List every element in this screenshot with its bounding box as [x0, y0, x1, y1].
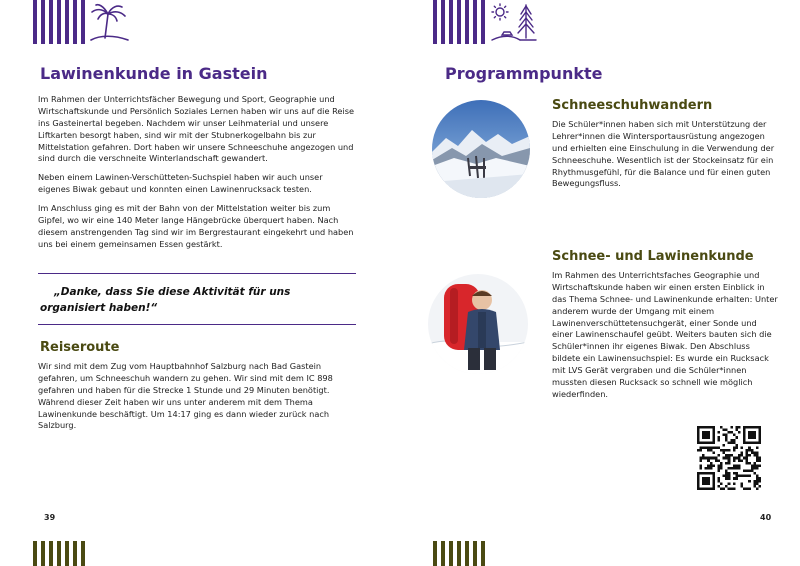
header-stripes: [433, 0, 485, 44]
section2-text: Im Rahmen des Unterrichtsfaches Geographie und Wirtschaftskunde haben wir einen ersten Einblick in das Thema Schnee- und Lawinenkunde erhalten: Unter anderem wurde der Umgang mit einem Lawinenverschüttetensuchgerät, einer Sonde und einer Lawinenschaufel geübt. Weiters bauten sich die Schüler*innen ihr eigenes Biwak. Den Abschluss bildete ein Lawinensuchspiel: Es wurde ein Rucksack mit LVS Gerät vergraben und die Schüler*innen mussten diesen Rucksack so schnell wie möglich wiederfinden.: [552, 270, 778, 399]
paragraph-1: Im Rahmen der Unterrichtsfächer Bewegung und Sport, Geographie und Wirtschaftskunde und Persönlich Soziales Lernen haben wir uns auf die Reise ins Gasteinertal begeben. Nachdem wir unser Leihmaterial und unsere Liftkarten besorgt haben, sind wir mit der Stubnerkogelbahn bis zur Mittelstation gefahren. Dort haben wir unsere Schneeschuhe angezogen und sind durch die verschneite Winterlandschaft gewandert.: [38, 94, 355, 164]
right-page: [400, 0, 800, 566]
quote-rule-top: [38, 273, 356, 274]
footer-stripes: [33, 541, 85, 566]
quote-rule-bottom: [38, 324, 356, 325]
palm-tree-icon: [88, 2, 130, 44]
header-stripes: [33, 0, 85, 44]
route-text: Wir sind mit dem Zug vom Hauptbahnhof Salzburg nach Bad Gastein gefahren, um Schneeschuh wandern zu gehen. Wir sind mit dem IC 898 gefahren und haben für die Strecke 1 Stunde und 29 Minuten benötigt. Während dieser Zeit haben wir uns unter anderem mit dem Thema Lawinenkunde beschäftigt. Um 14:17 ging es dann wieder zurück nach Salzburg.: [38, 361, 333, 431]
quote-text: „Danke, dass Sie diese Aktivität für uns organisiert haben!“: [40, 286, 291, 315]
paragraph-3: Im Anschluss ging es mit der Bahn von der Mittelstation weiter bis zum Gipfel, wo wir eine 140 Meter lange Hängebrücke überquert haben. Nach diesem anstrengenden Tag sind wir im Bergrestaurant eingekehrt und haben uns bei einem gemeinsamen Essen gestärkt.: [38, 203, 354, 249]
winter-landscape-icon: [490, 2, 538, 44]
intro-text: [38, 94, 356, 258]
section1-title: Schneeschuhwandern: [552, 98, 713, 113]
page-number: 39: [44, 513, 56, 522]
footer-stripes: [433, 541, 485, 566]
page-title: Programmpunkte: [445, 64, 603, 83]
route-title: Reiseroute: [40, 340, 120, 355]
snowshoe-mountain-photo: [432, 100, 530, 198]
student-avalanche-backpack-photo: [428, 274, 528, 374]
section1-text: Die Schüler*innen haben sich mit Unterstützung der Lehrer*innen die Wintersportausrüstung angezogen und erhielten eine Einschulung in die Verwendung der Schneeschuhe. Wesentlich ist der Stockeinsatz für ein Rhythmusgefühl, für die Balance und für einen guten Bewegungsfluss.: [552, 119, 775, 189]
paragraph-2: Neben einem Lawinen-Verschütteten-Suchspiel haben wir auch unser eigenes Biwak gebaut und konnten einen Lawinenrucksack testen.: [38, 172, 323, 195]
page-number: 40: [760, 513, 772, 522]
qr-code[interactable]: [697, 426, 761, 490]
page-title: Lawinenkunde in Gastein: [40, 64, 268, 83]
section2-title: Schnee- und Lawinenkunde: [552, 249, 754, 264]
